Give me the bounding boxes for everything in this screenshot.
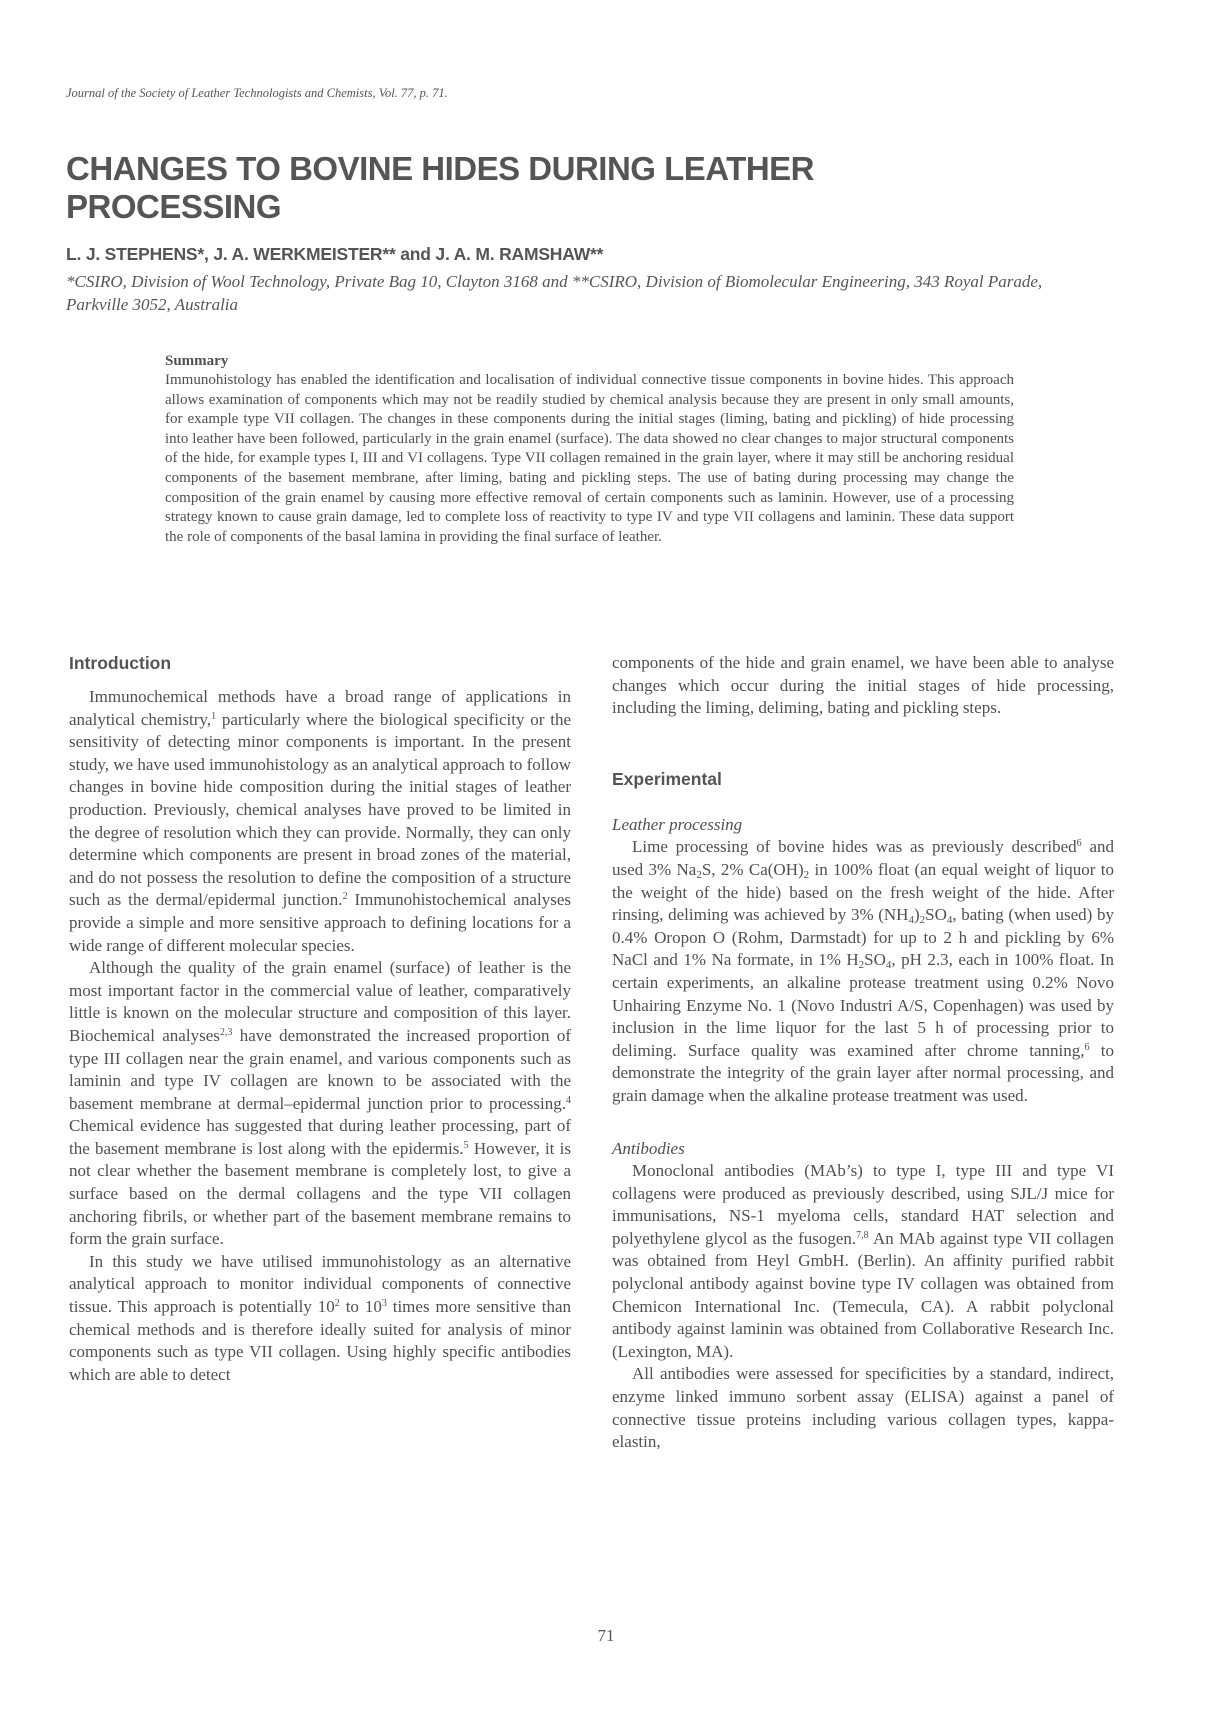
citation: 1 bbox=[211, 710, 217, 722]
intro-paragraph-2: Although the quality of the grain enamel (surface) of leather is the most important factor in the commercial value of leather, comparatively little is known on the molecular structure and composition of this layer. Biochemical analyses$^{2,3}$ have demonstrated the increased proportion of type III collagen near the grain enamel, and various components such as laminin and type IV collagen are known to be associated with the basement membrane at dermal–epidermal junction prior to processing.$^4$ Chemical evidence has suggested that during leather processing, part of the basement membrane is lost along with the epidermis.$^5$ However, it is not clear whether the basement membrane is completely lost, to give a surface based on the dermal collagens and the type VII collagen anchoring fibrils, or whether part of the basement membrane remains to form the grain surface. bbox=[69, 958, 571, 1249]
intro-paragraph-3-continued: components of the hide and grain enamel, we have been able to analyse changes which occur during the initial stages of hide processing, including the liming, deliming, bating and pickling steps. bbox=[612, 653, 1114, 718]
leather-processing-subheading: Leather processing bbox=[612, 814, 743, 834]
citation: 5 bbox=[463, 1139, 469, 1151]
affiliations: *CSIRO, Division of Wool Technology, Private Bag 10, Clayton 3168 and **CSIRO, Division of Biomolecular Engineering, 343 Royal Parade, Parkville 3052, Australia bbox=[66, 272, 1043, 314]
journal-citation: Journal of the Society of Leather Technologists and Chemists, Vol. 77, p. 71. bbox=[66, 86, 448, 100]
antibodies-subheading: Antibodies bbox=[612, 1138, 685, 1158]
right-column bbox=[612, 652, 1114, 1454]
citation: 4 bbox=[566, 1094, 571, 1106]
left-column bbox=[69, 653, 571, 1386]
exponent: 2 bbox=[334, 1298, 340, 1310]
intro-paragraph-1: Immunochemical methods have a broad range of applications in analytical chemistry,$^1$ particularly where the biological specificity or the sensitivity of detecting minor components is important. In the present study, we have used immunohistology as an analytical approach to follow changes in bovine hide composition during the initial stages of leather production. Previously, chemical analyses have proved to be limited in the degree of resolution which they can provide. Normally, they can only determine which components are present in broad zones of the material, and do not possess the resolution to define the composition of a structure such as the dermal/epidermal junction.$^2$ Immunohistochemical analyses provide a simple and more sensitive approach to defining locations for a wide range of different molecular species. bbox=[69, 687, 571, 955]
intro-paragraph-3: In this study we have utilised immunohistology as an alternative analytical approach to monitor individual components of connective tissue. This approach is potentially $10^2$ to $10^3$ times more sensitive than chemical methods and is therefore ideally suited for analysis of minor components such as type VII collagen. Using highly specific antibodies which are able to detect bbox=[69, 1251, 571, 1384]
page-number: 71 bbox=[597, 1626, 615, 1645]
citation: 2 bbox=[342, 891, 348, 903]
leather-processing-paragraph: Lime processing of bovine hides was as previously described$^6$ and used 3% $Na_2S$, 2% $Ca(OH)_2$ in 100% float (an equal weight of liquor to the weight of the hide) based on the fresh weight of the hide. After rinsing, deliming was achieved by 3% $(NH_4)_2SO_4$, bating (when used) by 0.4% Oropon O (Rohm, Darmstadt) for up to 2 h and pickling by 6% NaCl and 1% Na formate, in 1% $H_2SO_4$, pH 2.3, each in 100% float. In certain experiments, an alkaline protease treatment using 0.2% Novo Unhairing Enzyme No. 1 (Novo Industri A/S, Copenhagen) was used by inclusion in the lime liquor for the last 5 h of processing prior to deliming. Surface quality was examined after chrome tanning,$^6$ to demonstrate the integrity of the grain layer after normal processing, and grain damage when the alkaline protease treatment was used. bbox=[612, 837, 1115, 1105]
authors: L. J. STEPHENS*, J. A. WERKMEISTER** and J. A. M. RAMSHAW** bbox=[66, 244, 604, 264]
paper-title: CHANGES TO BOVINE HIDES DURING LEATHER PROCESSING bbox=[66, 150, 815, 225]
summary-heading: Summary bbox=[165, 353, 229, 369]
experimental-heading: Experimental bbox=[612, 768, 722, 789]
exponent: 3 bbox=[381, 1298, 387, 1310]
introduction-heading: Introduction bbox=[69, 653, 172, 673]
summary-section bbox=[165, 352, 1014, 547]
antibodies-paragraph-2: All antibodies were assessed for specificities by a standard, indirect, enzyme linked immuno sorbent assay (ELISA) against a panel of connective tissue proteins including various collagen types, kappa-elastin, bbox=[612, 1364, 1114, 1452]
antibodies-paragraph-1: Monoclonal antibodies (MAb’s) to type I, type III and type VI collagens were produced as previously described, using SJL/J mice for immunisations, NS-1 myeloma cells, standard HAT selection and polyethylene glycol as the fusogen.$^{7,8}$ An MAb against type VII collagen was obtained from Heyl GmbH. (Berlin). An affinity purified rabbit polyclonal antibody against bovine type IV collagen was obtained from Chemicon International Inc. (Temecula, CA). A rabbit polyclonal antibody against laminin was obtained from Collaborative Research Inc. (Lexington, MA). bbox=[612, 1161, 1114, 1361]
citation: 2,3 bbox=[219, 1026, 233, 1038]
summary-text: Immunohistology has enabled the identification and localisation of individual connective tissue components in bovine hides. This approach allows examination of components which may not be readily studied by chemical analysis because they are present in only small amounts, for example type VII collagen. The changes in these components during the initial stages (liming, bating and pickling) of hide processing into leather have been followed, particularly in the grain enamel (surface). The data showed no clear changes to major structural components of the hide, for example types I, III and VI collagens. Type VII collagen remained in the grain layer, where it may still be anchoring residual components of the basement membrane, after liming, bating and pickling steps. The use of bating during processing may change the composition of the grain enamel by causing more effective removal of certain components such as laminin. However, use of a processing strategy known to cause grain damage, led to complete loss of reactivity to type IV and type VII collagens and laminin. These data support the role of components of the basal lamina in providing the final surface of leather. bbox=[165, 372, 1014, 545]
